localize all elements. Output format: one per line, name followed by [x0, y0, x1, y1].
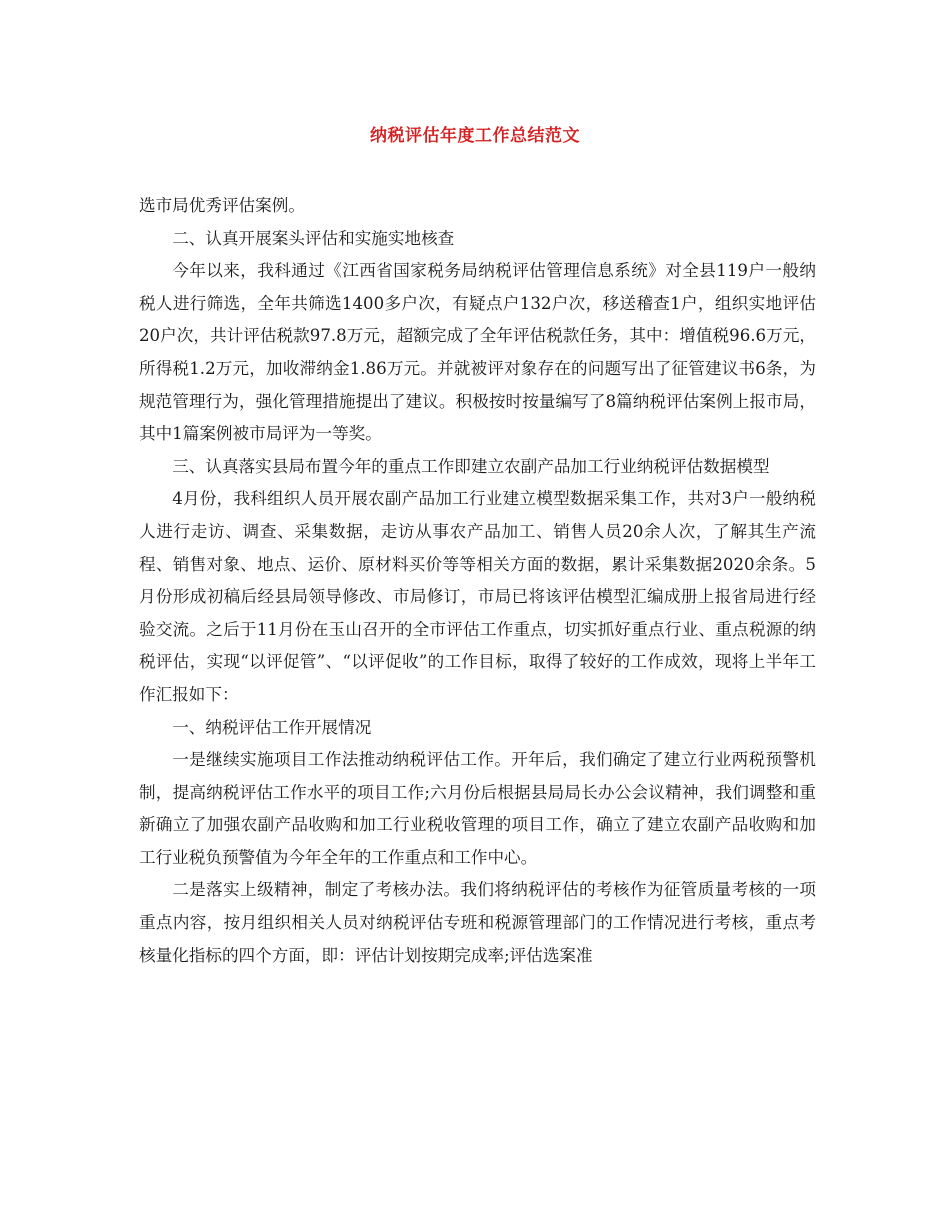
paragraph: 二是落实上级精神，制定了考核办法。我们将纳税评估的考核作为征管质量考核的一项重点内容，按月组织相关人员对纳税评估专班和税源管理部门的工作情况进行考核，重点考核量化指标的四个方面，即：评估计划按期完成率;评估选案准 — [139, 880, 816, 965]
document-title: 纳税评估年度工作总结范文 — [370, 126, 580, 146]
section-heading: 一、纳税评估工作开展情况 — [172, 717, 372, 737]
section-heading: 二、认真开展案头评估和实施实地核查 — [172, 228, 455, 248]
paragraph: 一是继续实施项目工作法推动纳税评估工作。开年后，我们确定了建立行业两税预警机制，提高纳税评估工作水平的项目工作;六月份后根据县局局长办公会议精神，我们调整和重新确立了加强农副产品收购和加工行业税收管理的项目工作，确立了建立农副产品收购和加工行业税负预警值为今年全年的工作重点和工作中心。 — [139, 750, 816, 867]
section-heading: 三、认真落实县局布置今年的重点工作即建立农副产品加工行业纳税评估数据模型 — [172, 456, 770, 476]
paragraph: 今年以来，我科通过《江西省国家税务局纳税评估管理信息系统》对全县119户一般纳税人进行筛选，全年共筛选1400多户次，有疑点户132户次，移送稽查1户，组织实地评估20户次，共计评估税款97.8万元，超额完成了全年评估税款任务，其中：增值税96.6万元，所得税1.2万元，加收滞纳金1.86万元。并就被评对象存在的问题写出了征管建议书6条，为规范管理行为，强化管理措施提出了建议。积极按时按量编写了8篇纳税评估案例上报市局，其中1篇案例被市局评为一等奖。 — [139, 261, 816, 444]
document-body — [139, 190, 816, 972]
paragraph: 选市局优秀评估案例。 — [139, 196, 305, 215]
paragraph: 4月份，我科组织人员开展农副产品加工行业建立模型数据采集工作，共对3户一般纳税人进行走访、调查、采集数据，走访从事农产品加工、销售人员20余人次，了解其生产流程、销售对象、地点、运价、原材料买价等等相关方面的数据，累计采集数据2020余条。5月份形成初稿后经县局领导修改、市局修订，市局已将该评估模型汇编成册上报省局进行经验交流。之后于11月份在玉山召开的全市评估工作重点，切实抓好重点行业、重点税源的纳税评估，实现“以评促管”、“以评促收”的工作目标，取得了较好的工作成效，现将上半年工作汇报如下： — [139, 489, 816, 704]
